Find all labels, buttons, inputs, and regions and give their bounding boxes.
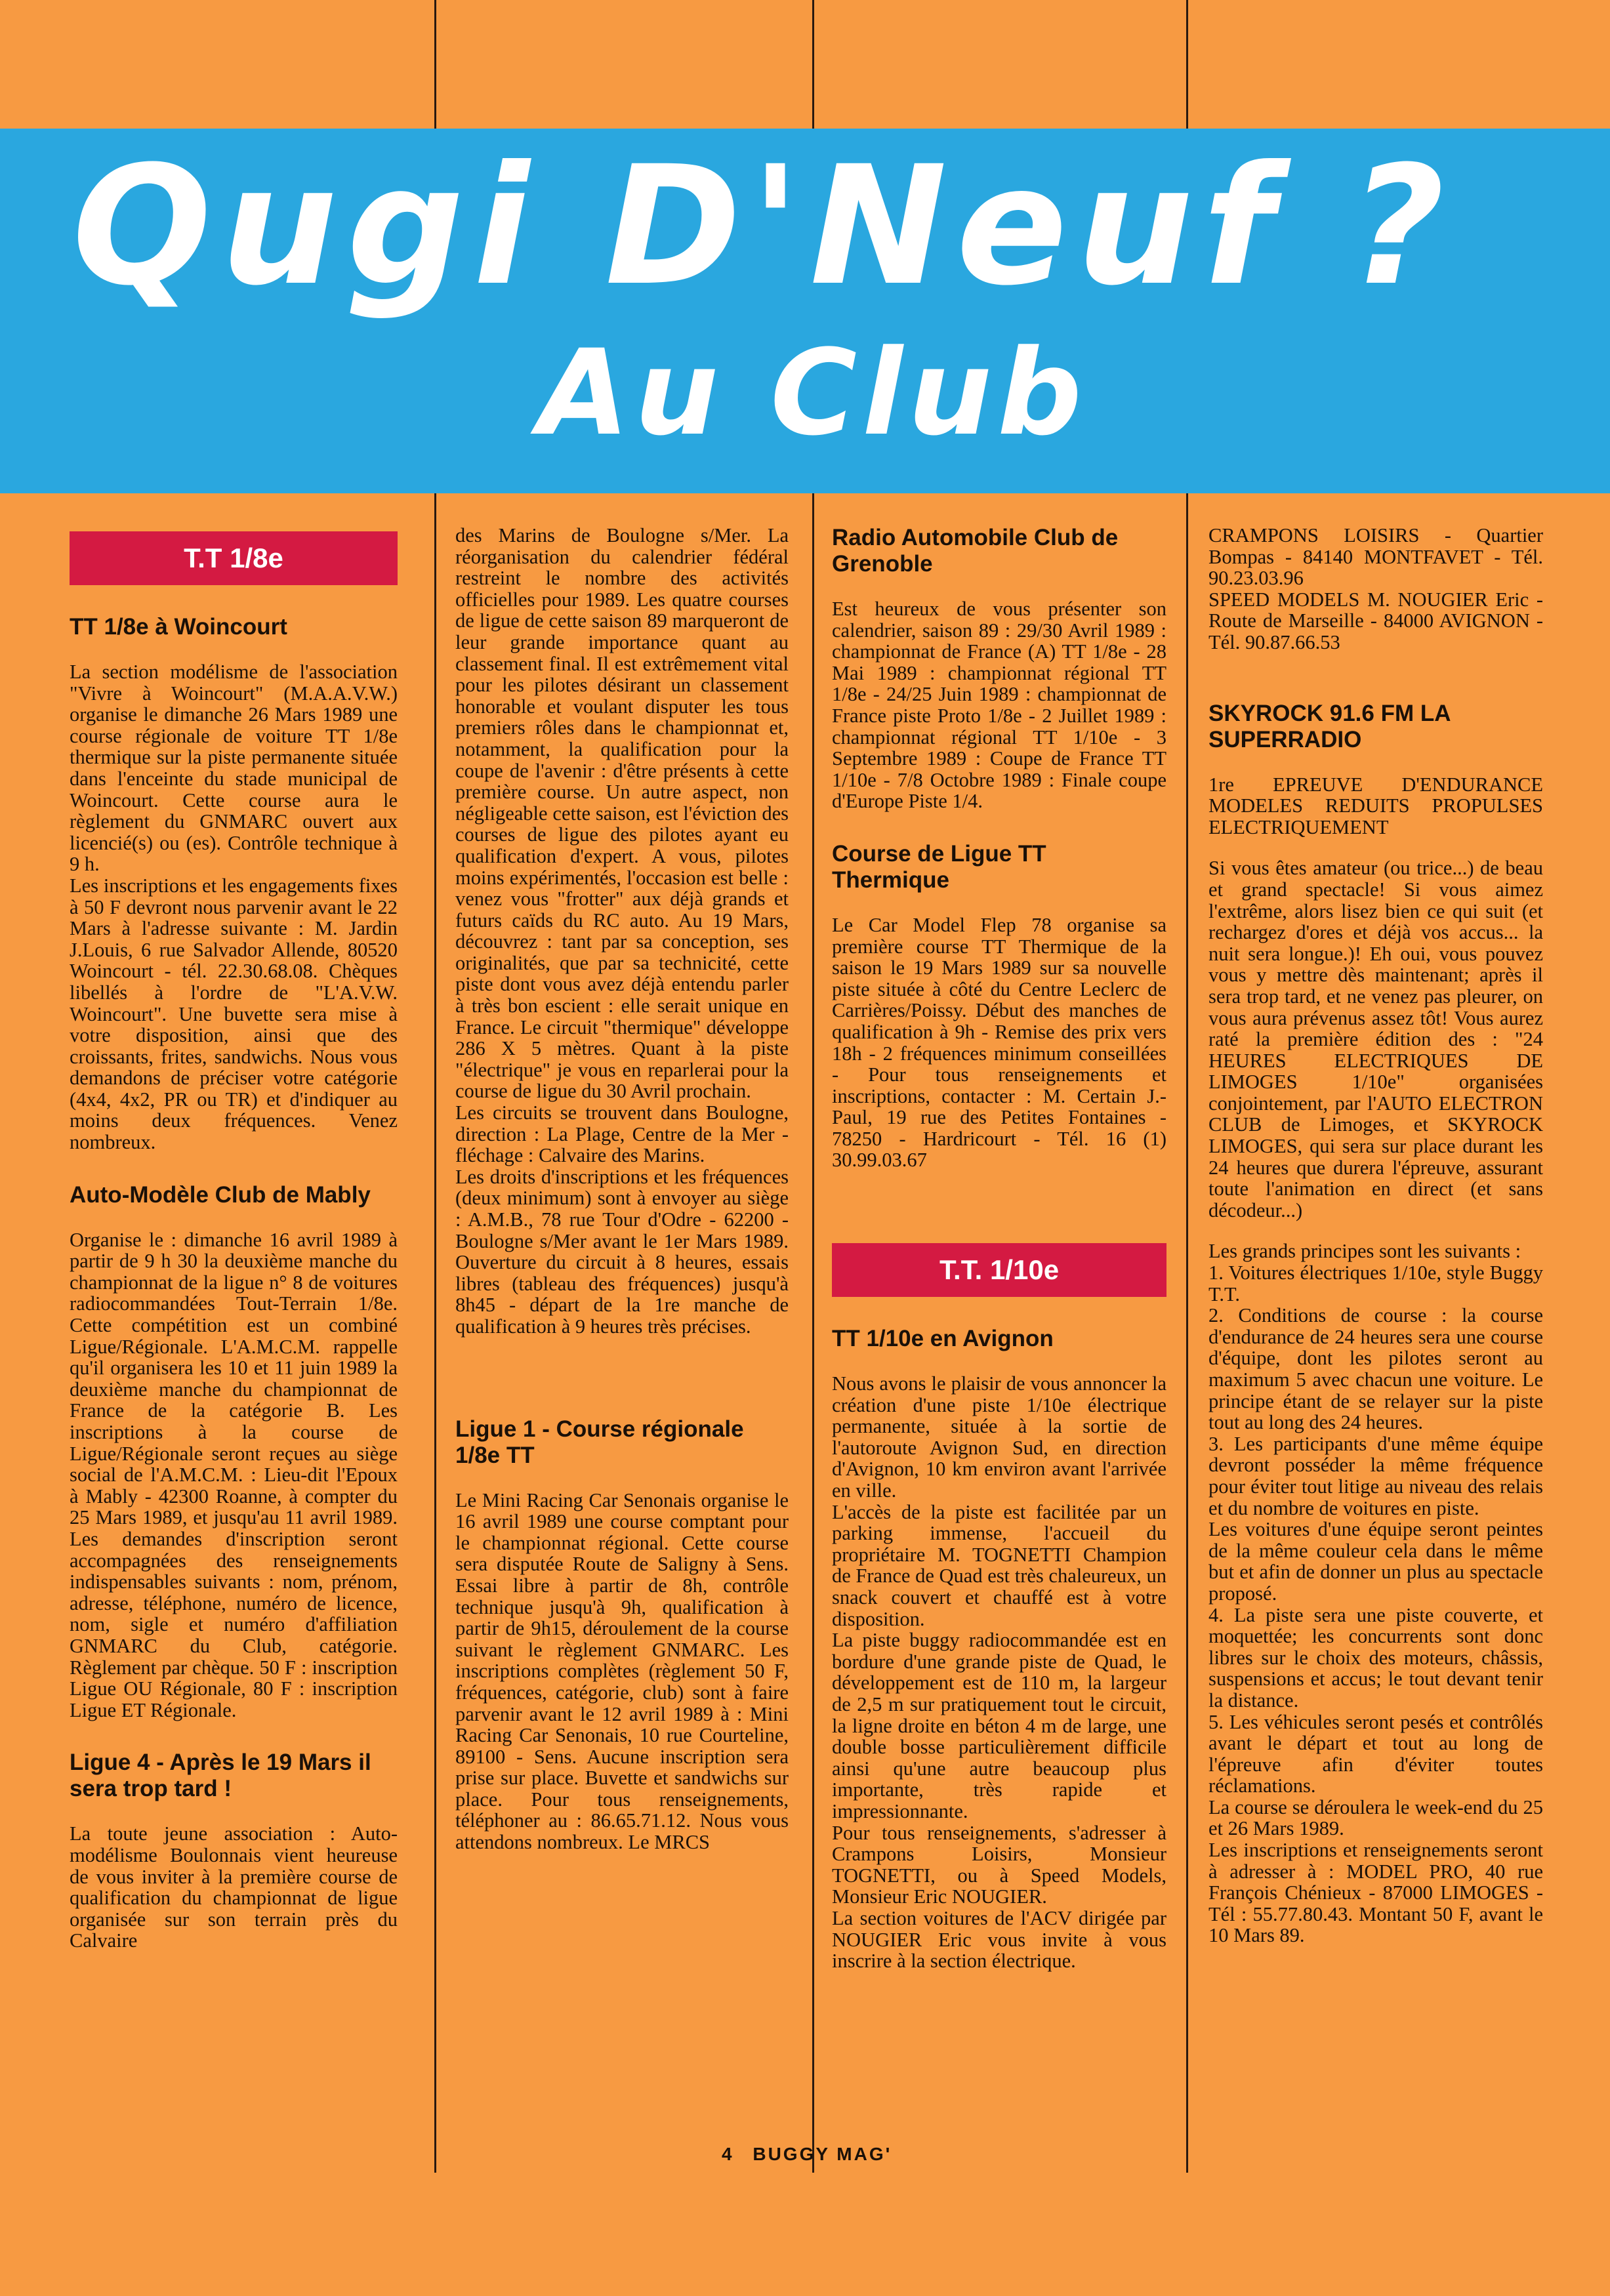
paragraph: 5. Les véhicules seront pesés et contrôlés avant le départ et tout au long de l'épreuve afin d'éviter toutes réclamations. [1208, 1710, 1543, 1797]
paragraph: Les inscriptions et renseignements seront à adresser à : MODEL PRO, 40 rue François Chénieux - 87000 LIMOGES - Tél : 55.77.80.43. Montant 50 F, avant le 10 Mars 89. [1208, 1839, 1543, 1947]
paragraph: Si vous êtes amateur (ou trice...) de beau et grand spectacle! Si vous aimez l'extrême, alors lisez bien ce qui suit (et rechargez d'ores et déjà vos accus... la nuit sera longue.)! Eh oui, vous pouvez vous y mettre dès maintenant; après il sera trop tard, et ne venez pas pleurer, on vous aura prévenus assez tôt! Vous aurez raté la première édition des : "24 HEURES ELECTRIQUES DE LIMOGES 1/10e" organisées conjointement, par l'AUTO ELECTRON CLUB de Limoges, et SKYROCK LIMOGES, qui sera sur place durant les 24 heures que durera l'épreuve, assurant toute l'animation en direct (et sans décodeur...) [1208, 857, 1543, 1221]
heading-grenoble: Radio Automobile Club de Grenoble [832, 525, 1119, 577]
paragraph: Le Mini Racing Car Senonais organise le 16 avril 1989 une course comptant pour le championnat régional. Cette course sera disputée Route de Saligny à Sens. Essai libre à partir de 8h, contrôle technique jusqu'à 9h, qualification à partir de 9h15, déroulement de la course suivant le règlement GNMARC. Les inscriptions complètes (règlement 50 F, fréquences, catégorie, club) sont à faire parvenir avant le 12 avril 1989 à : Mini Racing Car Senonais, 10 rue Courteline, 89100 - Sens. Aucune inscription sera prise sur place. Buvette et sandwichs sur place. Pour tous renseignements, téléphoner au : 86.65.71.12. Nous vous attendons nombreux. Le MRCS [455, 1488, 789, 1854]
heading-ligue-1: Ligue 1 - Course régionale 1/8e TT [455, 1416, 744, 1468]
column-rule-top-1 [434, 0, 436, 129]
column-rule-top-2 [812, 0, 814, 129]
section-tag-tt-1-10: T.T. 1/10e [832, 1243, 1166, 1297]
paragraph: 4. La piste sera une piste couverte, et moquettée; les concurrents sont donc libres sur le choix des moteurs, châssis, suspensions et accus; le tout devant tenir la distance. [1208, 1603, 1543, 1712]
paragraph: des Marins de Boulogne s/Mer. La réorganisation du calendrier fédéral restreint le nombre des activités officielles pour 1989. Les quatre courses de ligue de cette saison 89 marqueront de leur grande importance quant au classement final. Il est extrêmement vital pour les pilotes désirant un classement honorable et voulant disputer les tous premiers rôles dans le championnat et, notamment, la qualification pour la coupe de l'avenir : d'être présents à cette première course. Un autre aspect, non négligeable cette saison, est l'éviction des courses de ligue des pilotes ayant eu qualification d'expert. A vous, pilotes moins expérimentés, l'occasion est belle : venez vous "frotter" aux déjà grands et futurs caïds du RC auto. Au 19 Mars, découvrez : tant par sa conception, ses originalités, que par sa technicité, cette piste dont vous avez déjà entendu parler à très bon escient : elle serait unique en France. Le circuit "thermique" développe 286 X 5 mètres. Quant à la piste "électrique" je vous en reparlerai pour la course de ligue du 30 Avril prochain. [455, 524, 789, 1103]
banner-title: Qugi D'Neuf ? [72, 131, 1454, 321]
magazine-name: BUGGY MAG' [753, 2144, 892, 2164]
paragraph: 1. Voitures électriques 1/10e, style Buggy T.T. [1208, 1261, 1543, 1305]
heading-course-de-ligue: Course de Ligue TT Thermique [832, 840, 1046, 893]
paragraph: 1re EPREUVE D'ENDURANCE MODELES REDUITS PROPULSES ELECTRIQUEMENT [1208, 773, 1543, 838]
paragraph: Les inscriptions et les engagements fixes à 50 F devront nous parvenir avant le 22 Mars à l'adresse suivante : M. Jardin J.Louis, 6 rue Salvador Allende, 80520 Woincourt - tél. 22.30.68.08. Chèques libellés à l'ordre de "L'A.V.W. Woincourt". Une buvette sera mise à votre disposition, ainsi que des croissants, frites, sandwichs. Nous vous demandons de préciser votre catégorie (4x4, 4x2, PR ou TR) et d'indiquer au moins deux fréquences. Venez nombreux. [70, 874, 398, 1154]
paragraph: CRAMPONS LOISIRS - Quartier Bompas - 84140 MONTFAVET - Tél. 90.23.03.96 [1208, 524, 1543, 590]
paragraph: Les voitures d'une équipe seront peintes de la même couleur cela dans le même but et afin de donner un plus au spectacle proposé. [1208, 1518, 1543, 1605]
paragraph: Nous avons le plaisir de vous annoncer la création d'une piste 1/10e électrique permanente, située à la sortie de l'autoroute Avignon Sud, en direction d'Avignon, 10 km environ avant l'arrivée en ville. [832, 1372, 1166, 1502]
column-2 [455, 525, 789, 1853]
banner-subtitle: Au Club [538, 325, 1087, 462]
paragraph: L'accès de la piste est facilitée par un parking immense, l'accueil du propriétaire M. TOGNETTI Champion de France de Quad est très chaleureux, un snack couvert et chauffé est à votre disposition. [832, 1500, 1166, 1630]
paragraph: La section modélisme de l'association "Vivre à Woincourt" (M.A.A.V.W.) organise le dimanche 26 Mars 1989 une course régionale de voiture TT 1/8e thermique sur la piste permanente située dans l'enceinte du stade municipal de Woincourt. Cette course aura le règlement du GNMARC ouvert aux licencié(s) ou (es). Contrôle technique à 9 h. [70, 661, 398, 876]
paragraph: Pour tous renseignements, s'adresser à Crampons Loisirs, Monsieur TOGNETTI, ou à Speed Models, Monsieur Eric NOUGIER. [832, 1821, 1166, 1908]
paragraph: La section voitures de l'ACV dirigée par NOUGIER Eric vous invite à vous inscrire à la section électrique. [832, 1906, 1166, 1973]
paragraph: Les droits d'inscriptions et les fréquences (deux minimum) sont à envoyer au siège : A.M.B., 78 rue Tour d'Odre - 62200 - Boulogne s/Mer avant le 1er Mars 1989. Ouverture du circuit à 8 heures, essais libres (tableau des fréquences) jusqu'à 8h45 - départ de la 1re manche de qualification à 9 heures très précises. [455, 1165, 789, 1338]
paragraph: La piste buggy radiocommandée est en bordure d'une grande piste de Quad, le développement est de 110 m, la largeur de 2,5 m sur pratiquement tout le circuit, la ligne droite en béton 4 m de large, une double bosse particulièrement difficile ainsi qu'une autre beaucoup plus importante, très rapide et impressionnante. [832, 1629, 1166, 1822]
paragraph: 3. Les participants d'une même équipe devront posséder la même fréquence pour éviter tout litige au niveau des relais et du nombre de voitures en piste. [1208, 1432, 1543, 1519]
column-rule-2 [812, 493, 814, 2173]
paragraph: 2. Conditions de course : la course d'endurance de 24 heures sera une course d'équipe, dont les pilotes seront au maximum 5 avec chacun une voiture. Le principe étant de se relayer sur la piste tout au long des 24 heures. [1208, 1304, 1543, 1434]
heading-avignon: TT 1/10e en Avignon [832, 1326, 1054, 1352]
page-footer [722, 2144, 892, 2165]
heading-mably: Auto-Modèle Club de Mably [70, 1181, 371, 1208]
paragraph: La course se déroulera le week-end du 25 et 26 Mars 1989. [1208, 1795, 1543, 1840]
heading-ligue-4: Ligue 4 - Après le 19 Mars il sera trop tard ! [70, 1750, 371, 1802]
paragraph: La toute jeune association : Auto-modélisme Boulonnais vient heureuse de vous inviter à la première course de qualification du championnat de ligue organisée sur son terrain près du Calvaire [70, 1822, 398, 1952]
column-3 [832, 525, 1166, 1972]
paragraph: Organise le : dimanche 16 avril 1989 à partir de 9 h 30 la deuxième manche du championnat de la ligue n° 8 de voitures radiocommandées Tout-Terrain 1/8e. Cette compétition est un combiné Ligue/Régionale. L'A.M.C.M. rappelle qu'il organisera les 10 et 11 juin 1989 la deuxième manche du championnat de France de la catégorie B. Les inscriptions à la course de Ligue/Régionale seront reçues au siège social de l'A.M.C.M. : Lieu-dit l'Epoux à Mably - 42300 Roanne, à compter du 25 Mars 1989, et jusqu'au 11 avril 1989. Les demandes d'inscription seront accompagnées des renseignements indispensables suivants : nom, prénom, adresse, téléphone, numéro de licence, nom, sigle et numéro d'affiliation GNMARC du Club, catégorie. Règlement par chèque. 50 F : inscription Ligue OU Régionale, 80 F : inscription Ligue ET Régionale. [70, 1228, 398, 1721]
column-4 [1208, 525, 1543, 1946]
column-rule-1 [434, 493, 436, 2173]
paragraph: Les circuits se trouvent dans Boulogne, direction : La Plage, Centre de la Mer - fléchage : Calvaire des Marins. [455, 1101, 789, 1167]
page-number: 4 [722, 2144, 734, 2164]
paragraph: SPEED MODELS M. NOUGIER Eric - Route de Marseille - 84000 AVIGNON - Tél. 90.87.66.53 [1208, 588, 1543, 653]
heading-woincourt: TT 1/8e à Woincourt [70, 614, 287, 640]
paragraph: Les grands principes sont les suivants : [1208, 1240, 1521, 1263]
paragraph: Est heureux de vous présenter son calendrier, saison 89 : 29/30 Avril 1989 : championnat de France (A) TT 1/8e - 28 Mai 1989 : championnat régional TT 1/8e - 24/25 Juin 1989 : championnat de France piste Proto 1/8e - 2 Juillet 1989 : championnat régional TT 1/10e - 3 Septembre 1989 : Coupe de France TT 1/10e - 7/8 Octobre 1989 : Finale coupe d'Europe Piste 1/4. [832, 598, 1166, 813]
column-1 [70, 531, 398, 1952]
column-rule-3 [1186, 493, 1188, 2173]
section-tag-tt-1-8: T.T 1/8e [70, 531, 398, 585]
column-rule-top-3 [1186, 0, 1188, 129]
heading-skyrock: SKYROCK 91.6 FM LA SUPERRADIO [1208, 700, 1451, 752]
paragraph: Le Car Model Flep 78 organise sa première course TT Thermique de la saison le 19 Mars 1989 sur sa nouvelle piste située à côté du Centre Leclerc de Carrières/Poissy. Début des manches de qualification à 9h - Remise des prix vers 18h - 2 fréquences minimum conseillées - Pour tous renseignements et inscriptions, contacter : M. Certain J.-Paul, 19 rue des Petites Fontaines - 78250 - Hardricourt - Tél. 16 (1) 30.99.03.67 [832, 913, 1166, 1172]
